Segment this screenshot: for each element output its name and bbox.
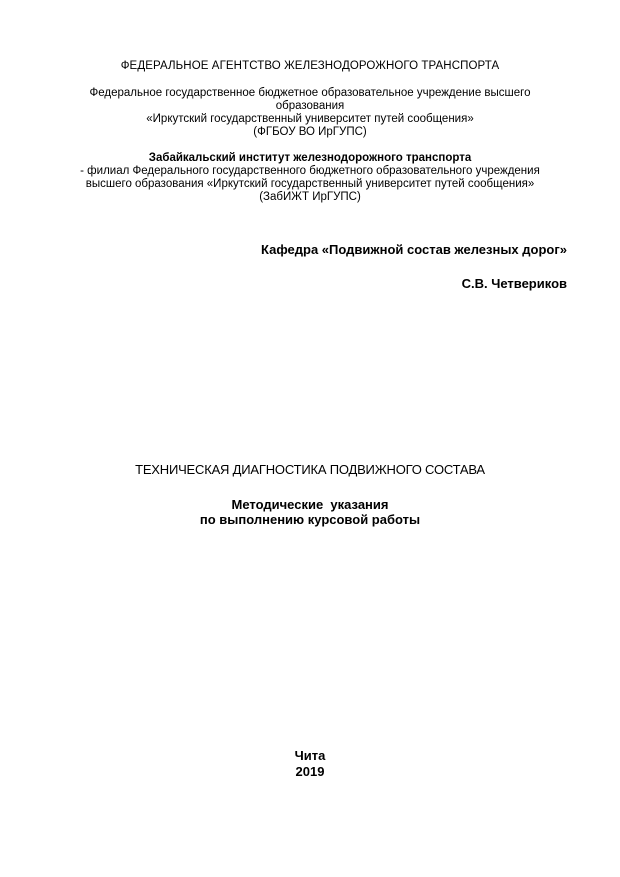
institute-line-4: (ЗабИЖТ ИрГУПС) xyxy=(259,191,361,203)
institute-block xyxy=(0,152,620,204)
institute-name: Забайкальский институт железнодорожного транспорта xyxy=(148,152,472,164)
subtitle-line-1: Методические указания xyxy=(231,497,389,512)
agency-heading: ФЕДЕРАЛЬНОЕ АГЕНТСТВО ЖЕЛЕЗНОДОРОЖНОГО ТРАНСПОРТА xyxy=(120,60,500,72)
publication-year: 2019 xyxy=(295,764,325,779)
university-line-3: «Иркутский государственный университет путей сообщения» xyxy=(146,113,474,125)
document-subtitle xyxy=(0,497,620,527)
university-line-2: образования xyxy=(275,100,345,112)
institute-line-2: - филиал Федерального государственного бюджетного образовательного учреждения xyxy=(80,165,540,177)
university-line-1: Федеральное государственное бюджетное образовательное учреждение высшего xyxy=(89,87,531,99)
publication-city: Чита xyxy=(294,748,326,763)
university-block xyxy=(0,87,620,139)
department-name: Кафедра «Подвижной состав железных дорог» xyxy=(261,242,567,257)
document-title: ТЕХНИЧЕСКАЯ ДИАГНОСТИКА ПОДВИЖНОГО СОСТАВА xyxy=(135,462,485,477)
publication-info xyxy=(0,748,620,780)
university-line-4: (ФГБОУ ВО ИрГУПС) xyxy=(253,126,367,138)
author-name: С.В. Четвериков xyxy=(461,276,567,291)
subtitle-line-2: по выполнению курсовой работы xyxy=(199,512,421,527)
institute-line-3: высшего образования «Иркутский государственный университет путей сообщения» xyxy=(85,178,535,190)
